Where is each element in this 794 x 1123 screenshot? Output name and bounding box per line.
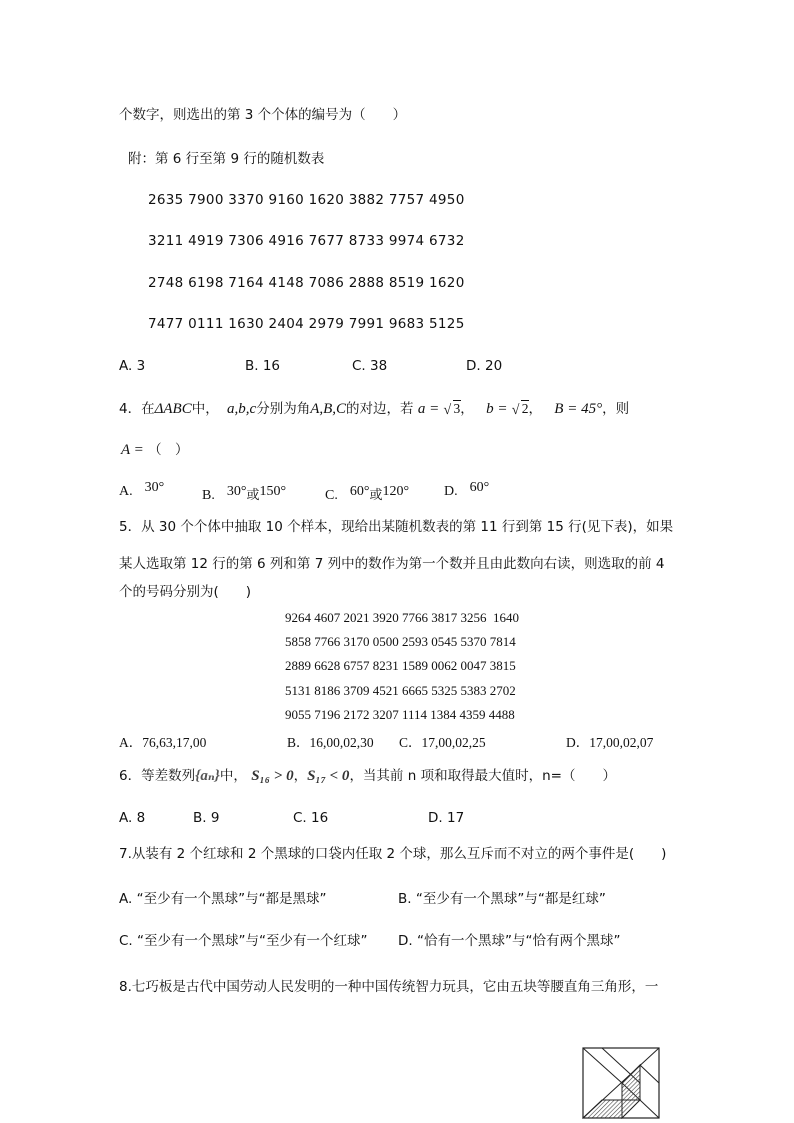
q7-stem: 7.从装有 2 个红球和 2 个黑球的口袋内任取 2 个球，那么互斥而不对立的两个事件是( )	[119, 846, 667, 862]
q6-option-a: A. 8	[119, 810, 146, 826]
q6-option-b: B. 9	[193, 810, 220, 826]
q4-triangle: ΔABC	[154, 401, 192, 417]
q4-text: 中，	[191, 401, 219, 417]
q4-stem-line2	[121, 441, 189, 459]
q6-option-c: C. 16	[293, 810, 329, 826]
tangram-figure	[582, 1047, 660, 1119]
random-table-row: 2889 6628 6757 8231 1589 0062 0047 3815	[285, 658, 516, 673]
q4-option-b: B. 30°或150°	[202, 484, 287, 503]
random-table-row: 5858 7766 3170 0500 2593 0545 5370 7814	[285, 634, 516, 649]
q4-sides: a,b,c	[227, 401, 257, 417]
q4-sqrt2: √ 2	[511, 401, 529, 418]
q4-b-eq: b =	[486, 401, 508, 417]
random-table-row: 3211 4919 7306 4916 7677 8733 9974 6732	[148, 233, 465, 249]
q5-option-d: D．17,00,02,07	[566, 735, 654, 750]
q6-stem	[119, 767, 616, 785]
q6-s17: S₁₇ < 0	[307, 768, 350, 784]
q5-option-c: C．17,00,02,25	[399, 735, 486, 750]
random-table-row: 9055 7196 2172 3207 1114 1384 4359 4488	[285, 707, 515, 722]
random-table-row: 2748 6198 7164 4148 7086 2888 8519 1620	[148, 275, 465, 291]
random-table-row: 9264 4607 2021 3920 7766 3817 3256 1640	[285, 610, 519, 625]
q4-number: 4．在	[119, 401, 155, 417]
q6-s16: S₁₆ > 0	[251, 768, 294, 784]
q4-angles: A,B,C	[310, 401, 347, 417]
q6-text: ，当其前 n 项和取得最大值时，n=（ ）	[349, 768, 616, 784]
q7-option-a: A. “至少有一个黑球”与“都是黑球”	[119, 891, 327, 907]
q8-stem: 8.七巧板是古代中国劳动人民发明的一种中国传统智力玩具，它由五块等腰直角三角形，一	[119, 979, 659, 995]
q6-sequence: {aₙ}	[195, 768, 220, 784]
q4-A-eq: A =	[121, 442, 144, 458]
q4-text: ，则	[602, 401, 630, 417]
q5-stem-line3: 个的号码分别为( )	[119, 584, 252, 600]
q5-option-a: A．76,63,17,00	[119, 735, 207, 750]
q4-sqrt3: √ 3	[443, 401, 461, 418]
q3-option-d: D. 20	[466, 358, 503, 374]
q5-stem-line1: 5．从 30 个个体中抽取 10 个样本，现给出某随机数表的第 11 行到第 15 行(见下表)，如果	[119, 519, 674, 535]
q6-text: ，	[293, 768, 308, 784]
q3-option-a: A. 3	[119, 358, 146, 374]
q7-option-c: C. “至少有一个黑球”与“至少有一个红球”	[119, 933, 368, 949]
q5-option-b: B．16,00,02,30	[287, 735, 374, 750]
q4-text: 的对边，若	[346, 401, 414, 417]
q3-appendix-label: 附：第 6 行至第 9 行的随机数表	[128, 151, 325, 167]
q4-paren: （ ）	[148, 442, 189, 458]
q6-text: 中，	[219, 768, 247, 784]
q6-option-d: D. 17	[428, 810, 465, 826]
q4-option-a: A. 30°	[119, 480, 165, 499]
q4-text: 分别为角	[256, 401, 311, 417]
random-table-row: 7477 0111 1630 2404 2979 7991 9683 5125	[148, 316, 465, 332]
q4-option-d: D. 60°	[444, 480, 490, 499]
q4-stem: 4．在ΔABC中， a,b,c分别为角A,B,C的对边，若 a = √ 3， b = √ 2， B = 45°，则	[119, 401, 630, 418]
q3-option-b: B. 16	[245, 358, 281, 374]
q4-B-eq: B = 45°	[554, 401, 603, 417]
q5-stem-line2: 某人选取第 12 行的第 6 列和第 7 列中的数作为第一个数并且由此数向右读，则选取的前 4	[119, 556, 665, 572]
q3-stem-tail: 个数字，则选出的第 3 个个体的编号为（ ）	[119, 107, 407, 123]
q7-option-d: D. “恰有一个黑球”与“恰有两个黑球”	[398, 933, 621, 949]
random-table-row: 5131 8186 3709 4521 6665 5325 5383 2702	[285, 683, 516, 698]
random-table-row: 2635 7900 3370 9160 1620 3882 7757 4950	[148, 192, 465, 208]
q4-a-eq: a =	[417, 401, 440, 417]
q7-option-b: B. “至少有一个黑球”与“都是红球”	[398, 891, 606, 907]
q3-option-c: C. 38	[352, 358, 388, 374]
q4-option-c: C. 60°或120°	[325, 484, 410, 503]
q6-number: 6．等差数列	[119, 768, 196, 784]
